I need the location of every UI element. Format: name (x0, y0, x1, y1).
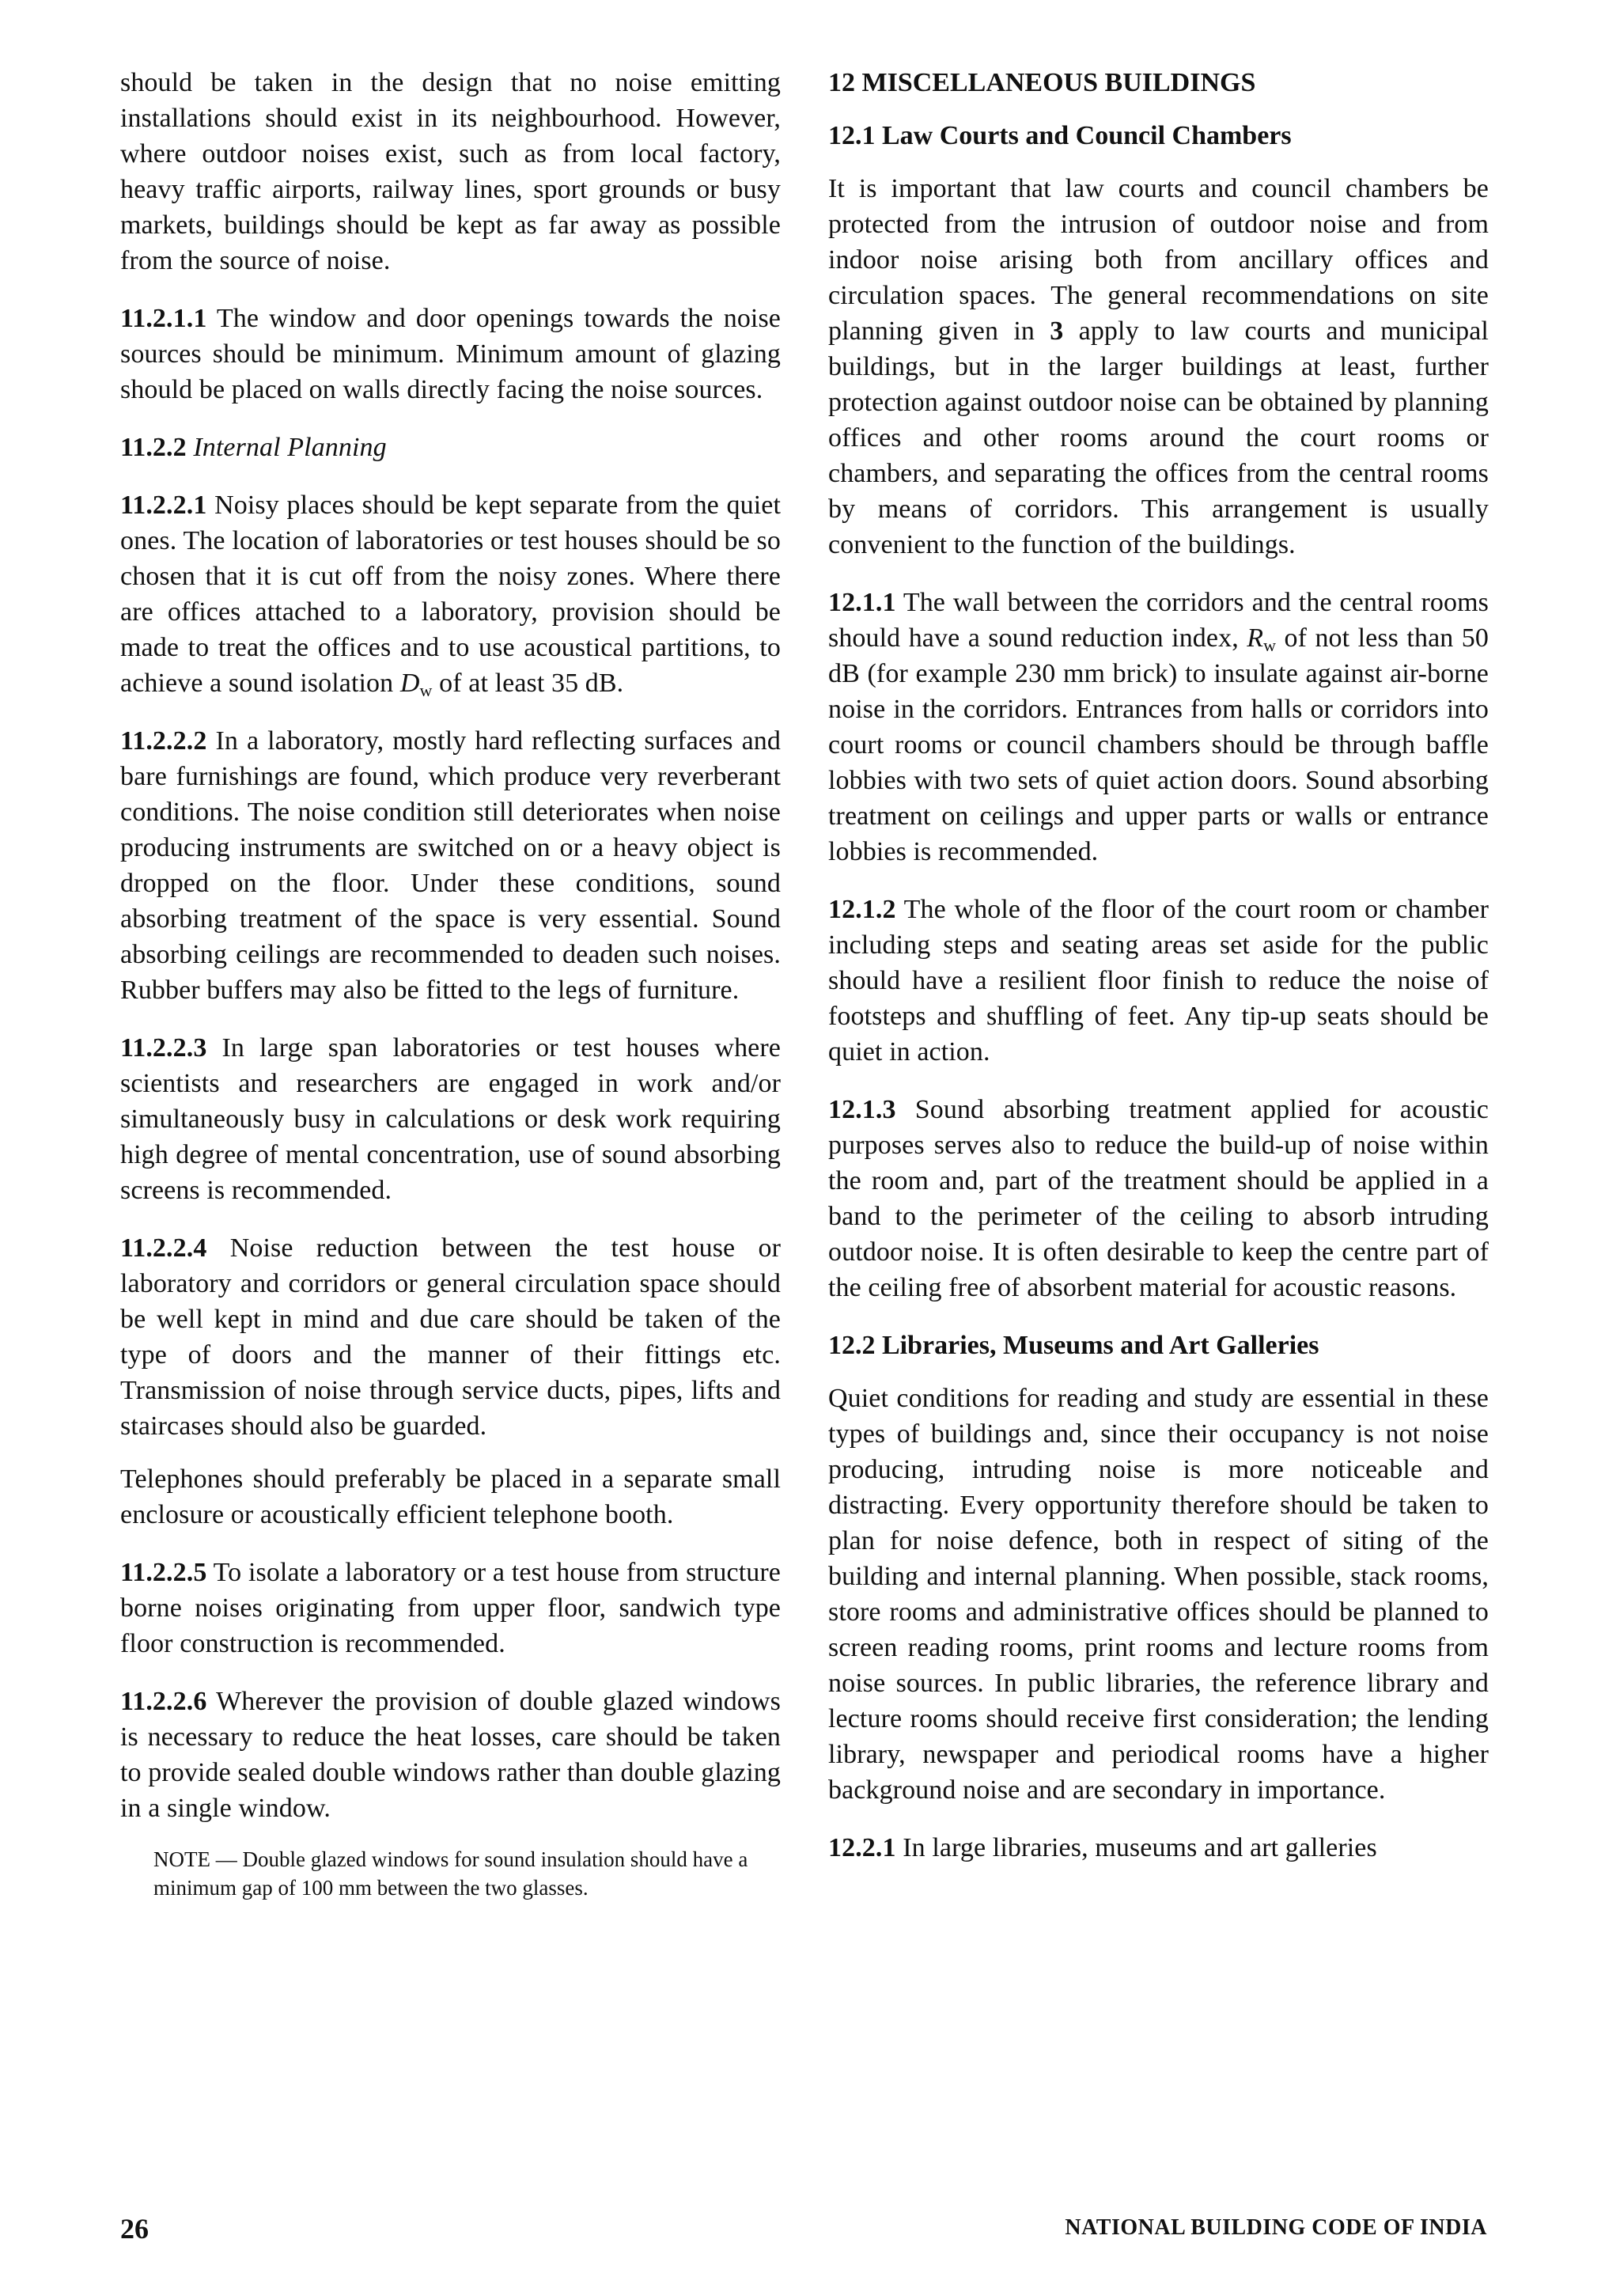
clause-12-1-1: 12.1.1 The wall between the corridors and the central rooms should have a sound reduction index, $R_w$ of not less than 50 dB (for example 230 mm brick) to insulate against air-borne noise in the corridors. Entrances from halls or corridors into court rooms or council chambers should be through baffle lobbies with two sets of quiet action doors. Sound absorbing treatment on ceilings and upper parts or walls or entrance lobbies is recommended. (828, 588, 1489, 866)
clause-number: 11.2.1.1 (120, 304, 207, 333)
page-number: 26 (120, 2213, 149, 2245)
heading-miscellaneous-buildings: 12 MISCELLANEOUS BUILDINGS (828, 68, 1256, 97)
clause-12-1-3: 12.1.3 Sound absorbing treatment applied for acoustic purposes serves also to reduce the build-up of noise within the room and, part of the treatment should be applied in a band to the perimeter of the ceiling to absorb intruding outdoor noise. It is often desirable to keep the centre part of the ceiling free of absorbent material for acoustic reasons. (828, 1095, 1489, 1302)
clause-12-1-2: 12.1.2 The whole of the floor of the court room or chamber including steps and seating areas set aside for the public should have a resilient floor finish to reduce the noise of footsteps and shuffling of feet. Any tip-up seats should be quiet in action. (828, 895, 1489, 1067)
clause-11-2-2-1: 11.2.2.1 Noisy places should be kept separate from the quiet ones. The location of laboratories or test houses should be so chosen that it is cut off from the noisy zones. Where there are offices attached to a laboratory, provision should be made to treat the offices and to use acoustical partitions, to achieve a sound isolation $D_w$ of at least 35 dB. (120, 491, 782, 700)
clause-11-2-2-2: 11.2.2.2 In a laboratory, mostly hard reflecting surfaces and bare furnishings are found, which produce very reverberant conditions. The noise condition still deteriorates when noise producing instruments are switched on or a heavy object is dropped on the floor. Under these conditions, sound absorbing treatment of the space is very essential. Sound absorbing ceilings are recommended to deaden such noises. Rubber buffers may also be fitted to the legs of furniture. (120, 726, 781, 1005)
clause-number: 11.2.2.5 (120, 1558, 207, 1587)
clause-number: 11.2.2.1 (120, 491, 207, 520)
publication-title: NATIONAL BUILDING CODE OF INDIA (1065, 2215, 1487, 2240)
telephones-paragraph: Telephones should preferably be placed in a separate small enclosure or acoustically efficient telephone booth. (120, 1464, 781, 1529)
clause-number: 12.1.2 (828, 895, 896, 924)
clause-12-2-1: 12.2.1 In large libraries, museums and art galleries (828, 1833, 1377, 1862)
note-double-glazing: NOTE — Double glazed windows for sound insulation should have a minimum gap of 100 mm between the two glasses. (153, 1847, 748, 1900)
clause-number: 11.2.2.4 (120, 1233, 207, 1263)
clause-11-2-2-6: 11.2.2.6 Wherever the provision of double glazed windows is necessary to reduce the heat losses, care should be taken to provide sealed double windows rather than double glazing in a single window. (120, 1687, 781, 1823)
law-courts-paragraph: It is important that law courts and council chambers be protected from the intrusion of outdoor noise and from indoor noise arising both from ancillary offices and circulation spaces. The general recommendations on site planning given in 3 apply to law courts and municipal buildings, but in the larger buildings at least, further protection against outdoor noise can be obtained by planning offices and other rooms around the court rooms or chambers, and separating the offices from the central rooms by means of corridors. This arrangement is usually convenient to the function of the buildings. (828, 174, 1489, 559)
intro-paragraph: should be taken in the design that no noise emitting installations should exist in its neighbourhood. However, where outdoor noises exist, such as from local factory, heavy traffic airports, railway lines, sport grounds or busy markets, buildings should be kept as far away as possible from the source of noise. (120, 68, 781, 275)
clause-11-2-2-3: 11.2.2.3 In large span laboratories or test houses where scientists and researchers are engaged in work and/or simultaneously busy in calculations or desk work requiring high degree of mental concentration, use of sound absorbing screens is recommended. (120, 1033, 781, 1205)
heading-law-courts: 12.1 Law Courts and Council Chambers (828, 121, 1292, 150)
subheading-internal-planning: 11.2.2 Internal Planning (120, 433, 387, 462)
libraries-paragraph: Quiet conditions for reading and study are essential in these types of buildings and, since their occupancy is not noise producing, intruding noise is more noticeable and distracting. Every opportunity therefore should be taken to plan for noise defence, both in respect of siting of the building and internal planning. When possible, stack rooms, store rooms and administrative offices should be planned to screen reading rooms, print rooms and lecture rooms from noise sources. In public libraries, the reference library and lecture rooms should receive first consideration; the lending library, newspaper and periodical rooms have a higher background noise and are secondary in importance. (828, 1384, 1489, 1805)
clause-number: 11.2.2 (120, 433, 187, 462)
clause-number: 12.1.3 (828, 1095, 896, 1124)
right-column (828, 65, 1489, 1888)
clause-number: 11.2.2.6 (120, 1687, 207, 1716)
clause-11-2-1-1: 11.2.1.1 The window and door openings towards the noise sources should be minimum. Minimum amount of glazing should be placed on walls directly facing the noise sources. (120, 304, 781, 404)
clause-number: 11.2.2.2 (120, 726, 207, 756)
heading-libraries-museums: 12.2 Libraries, Museums and Art Galleries (828, 1331, 1319, 1360)
clause-number: 12.2.1 (828, 1833, 896, 1862)
clause-11-2-2-5: 11.2.2.5 To isolate a laboratory or a test house from structure borne noises originating from upper floor, sandwich type floor construction is recommended. (120, 1558, 781, 1658)
clause-number: 12.1.1 (828, 588, 896, 617)
clause-number: 11.2.2.3 (120, 1033, 207, 1063)
left-column (120, 65, 781, 1902)
clause-11-2-2-4: 11.2.2.4 Noise reduction between the test house or laboratory and corridors or general circulation space should be well kept in mind and due care should be taken of the type of doors and the manner of their fittings etc. Transmission of noise through service ducts, pipes, lifts and staircases should also be guarded. (120, 1233, 781, 1441)
